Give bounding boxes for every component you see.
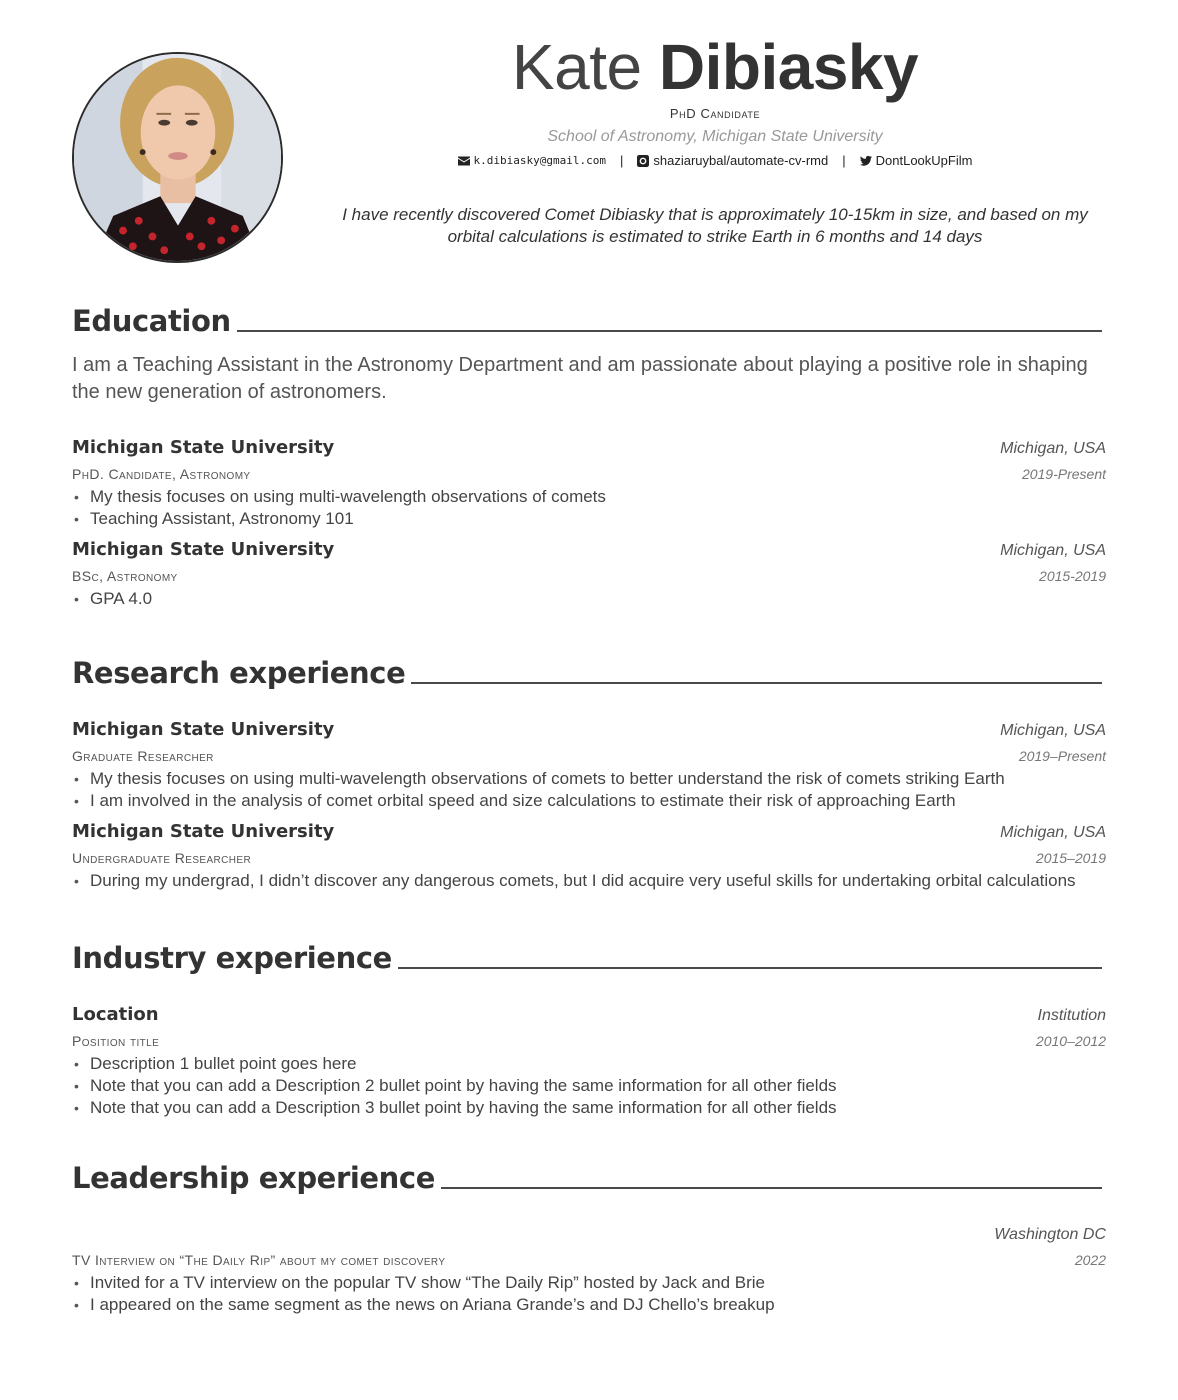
entry-title: TV Interview on “The Daily Rip” about my comet discovery	[72, 1252, 446, 1268]
twitter-contact[interactable]	[860, 152, 973, 170]
entry-date: 2015–2019	[1035, 850, 1106, 866]
entry-location: Institution	[1037, 1007, 1106, 1024]
github-text: shaziaruybal/automate-cv-rmd	[653, 153, 829, 168]
contact-separator: |	[619, 153, 624, 168]
entry-bullets	[72, 1053, 1106, 1119]
list-item: • Teaching Assistant, Astronomy 101	[72, 508, 1106, 530]
entry-date: 2019–Present	[1018, 748, 1106, 764]
section-heading	[72, 652, 1106, 690]
entry-location: Michigan, USA	[1000, 440, 1106, 457]
profile-photo	[72, 52, 283, 263]
twitter-text: DontLookUpFilm	[875, 153, 973, 168]
list-item: • Invited for a TV interview on the popular TV show “The Daily Rip” hosted by Jack and Brie	[72, 1272, 1106, 1294]
entry-bullets	[72, 1272, 1106, 1316]
list-item: • Description 1 bullet point goes here	[72, 1053, 1106, 1075]
cv-entry	[72, 1003, 1106, 1119]
list-item: • My thesis focuses on using multi-wavelength observations of comets to better understand the risk of comets striking Earth	[72, 768, 1106, 790]
section-title: Education	[72, 304, 231, 338]
entry-bullets	[72, 870, 1106, 892]
position-title: PhD Candidate	[669, 106, 761, 121]
section-divider	[441, 1187, 1102, 1189]
list-item: • Note that you can add a Description 3 bullet point by having the same information for all other fields	[72, 1097, 1106, 1119]
section-title: Leadership experience	[72, 1161, 435, 1195]
affiliation: School of Astronomy, Michigan State University	[547, 128, 883, 145]
entry-bullets	[72, 768, 1106, 812]
entry-title: Position title	[72, 1033, 160, 1049]
list-item: • Note that you can add a Description 2 bullet point by having the same information for all other fields	[72, 1075, 1106, 1097]
contact-bar	[320, 152, 1110, 170]
industry-section	[72, 937, 1106, 1119]
entry-organization: Location	[72, 1004, 159, 1025]
entry-organization: Michigan State University	[72, 437, 335, 458]
cv-entry	[72, 718, 1106, 812]
section-divider	[411, 682, 1102, 684]
contact-separator: |	[842, 153, 846, 168]
list-item: • During my undergrad, I didn’t discover any dangerous comets, but I did acquire very useful skills for undertaking orbital calculations	[72, 870, 1106, 892]
list-item: • GPA 4.0	[72, 588, 1106, 610]
entry-organization: Michigan State University	[72, 821, 335, 842]
list-item: • I am involved in the analysis of comet orbital speed and size calculations to estimate their risk of approaching Earth	[72, 790, 1106, 812]
section-title: Research experience	[72, 656, 406, 690]
twitter-icon	[860, 155, 872, 167]
entry-location: Michigan, USA	[1000, 722, 1106, 739]
list-item: • I appeared on the same segment as the news on Ariana Grande’s and DJ Chello’s breakup	[72, 1294, 1106, 1316]
cv-entry	[72, 538, 1106, 610]
cv-header	[320, 28, 1110, 248]
entry-location: Michigan, USA	[1000, 542, 1106, 559]
entry-location: Michigan, USA	[1000, 824, 1106, 841]
github-contact[interactable]	[637, 152, 828, 170]
section-title: Industry experience	[72, 941, 392, 975]
education-summary: I am a Teaching Assistant in the Astronomy Department and am passionate about playing a positive role in shaping the new generation of astronomers.	[72, 354, 1088, 403]
entry-title: Undergraduate Researcher	[72, 850, 252, 866]
section-divider	[237, 330, 1102, 332]
cv-entry	[72, 436, 1106, 530]
entry-bullets	[72, 588, 1106, 610]
email-contact[interactable]	[458, 152, 606, 170]
section-heading	[72, 300, 1106, 338]
entry-location: Washington DC	[994, 1226, 1106, 1243]
cv-entry	[72, 1223, 1106, 1316]
full-name	[320, 28, 1110, 106]
entry-bullets	[72, 486, 1106, 530]
entry-date: 2015-2019	[1039, 568, 1106, 584]
portrait-illustration	[74, 54, 281, 261]
github-icon	[637, 155, 649, 167]
last-name: Dibiasky	[658, 31, 919, 103]
entry-title: Graduate Researcher	[72, 748, 214, 764]
first-name: Kate	[511, 31, 642, 103]
section-heading	[72, 1157, 1106, 1195]
entry-date: 2019-Present	[1021, 466, 1106, 482]
leadership-section	[72, 1157, 1106, 1316]
section-heading	[72, 937, 1106, 975]
list-item: • My thesis focuses on using multi-wavelength observations of comets	[72, 486, 1106, 508]
research-section	[72, 652, 1106, 892]
email-text: k.dibiasky@gmail.com	[473, 154, 606, 167]
entry-date: 2010–2012	[1035, 1033, 1106, 1049]
section-divider	[398, 967, 1102, 969]
entry-title: BSc, Astronomy	[72, 568, 178, 584]
intro-statement: I have recently discovered Comet Dibiasky that is approximately 10-15km in size, and based on my orbital calculations is estimated to strike Earth in 6 months and 14 days	[342, 205, 1088, 246]
entry-title: PhD. Candidate, Astronomy	[72, 466, 251, 482]
entry-organization: Michigan State University	[72, 719, 335, 740]
cv-entry	[72, 820, 1106, 892]
envelope-icon	[458, 155, 470, 167]
entry-organization: Michigan State University	[72, 539, 335, 560]
education-section	[72, 300, 1106, 610]
entry-date: 2022	[1074, 1252, 1106, 1268]
